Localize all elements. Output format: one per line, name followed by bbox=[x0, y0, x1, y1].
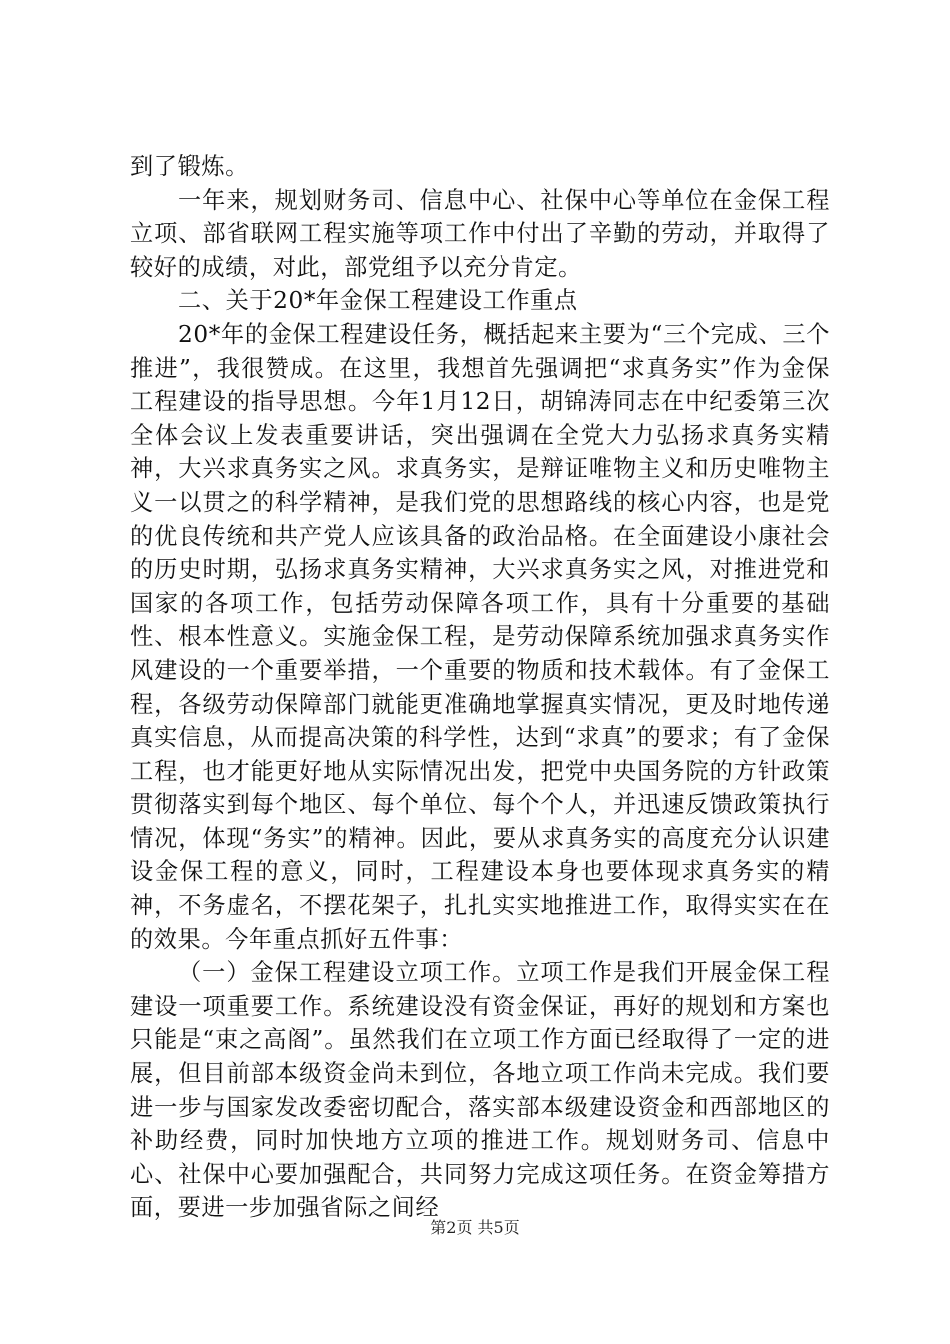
paragraph: （一）金保工程建设立项工作。立项工作是我们开展金保工程建设一项重要工作。系统建设没有资金保证，再好的规划和方案也只能是“束之高阁”。虽然我们在立项工作方面已经取得了一定的进展，但目前部本级资金尚未到位，各地立项工作尚未完成。我们要进一步与国家发改委密切配合，落实部本级建设资金和西部地区的补助经费，同时加快地方立项的推进工作。规划财务司、信息中心、社保中心要加强配合，共同努力完成这项任务。在资金筹措方面，要进一步加强省际之间经 bbox=[130, 959, 830, 1222]
page-number-footer: 第2页 共5页 bbox=[430, 1218, 520, 1237]
paragraph: 一年来，规划财务司、信息中心、社保中心等单位在金保工程立项、部省联网工程实施等项工作中付出了辛勤的劳动，并取得了较好的成绩，对此，部党组予以充分肯定。 bbox=[130, 186, 830, 281]
document-body bbox=[130, 150, 830, 1225]
paragraph: 到了锻炼。 bbox=[130, 153, 249, 180]
paragraph: 20*年的金保工程建设任务，概括起来主要为“三个完成、三个推进”，我很赞成。在这里，我想首先强调把“求真务实”作为金保工程建设的指导思想。今年1月12日，胡锦涛同志在中纪委第三次全体会议上发表重要讲话，突出强调在全党大力弘扬求真务实精神，大兴求真务实之风。求真务实，是辩证唯物主义和历史唯物主义一以贯之的科学精神，是我们党的思想路线的核心内容，也是党的优良传统和共产党人应该具备的政治品格。在全面建设小康社会的历史时期，弘扬求真务实精神，大兴求真务实之风，对推进党和国家的各项工作，包括劳动保障各项工作，具有十分重要的基础性、根本性意义。实施金保工程，是劳动保障系统加强求真务实作风建设的一个重要举措，一个重要的物质和技术载体。有了金保工程，各级劳动保障部门就能更准确地掌握真实情况，更及时地传递真实信息，从而提高决策的科学性，达到“求真”的要求；有了金保工程，也才能更好地从实际情况出发，把党中央国务院的方针政策贯彻落实到每个地区、每个单位、每个个人，并迅速反馈政策执行情况，体现“务实”的精神。因此，要从求真务实的高度充分认识建设金保工程的意义，同时，工程建设本身也要体现求真务实的精神，不务虚名，不摆花架子，扎扎实实地推进工作，取得实实在在的效果。今年重点抓好五件事： bbox=[130, 320, 830, 953]
section-heading: 二、关于20*年金保工程建设工作重点 bbox=[178, 287, 578, 315]
